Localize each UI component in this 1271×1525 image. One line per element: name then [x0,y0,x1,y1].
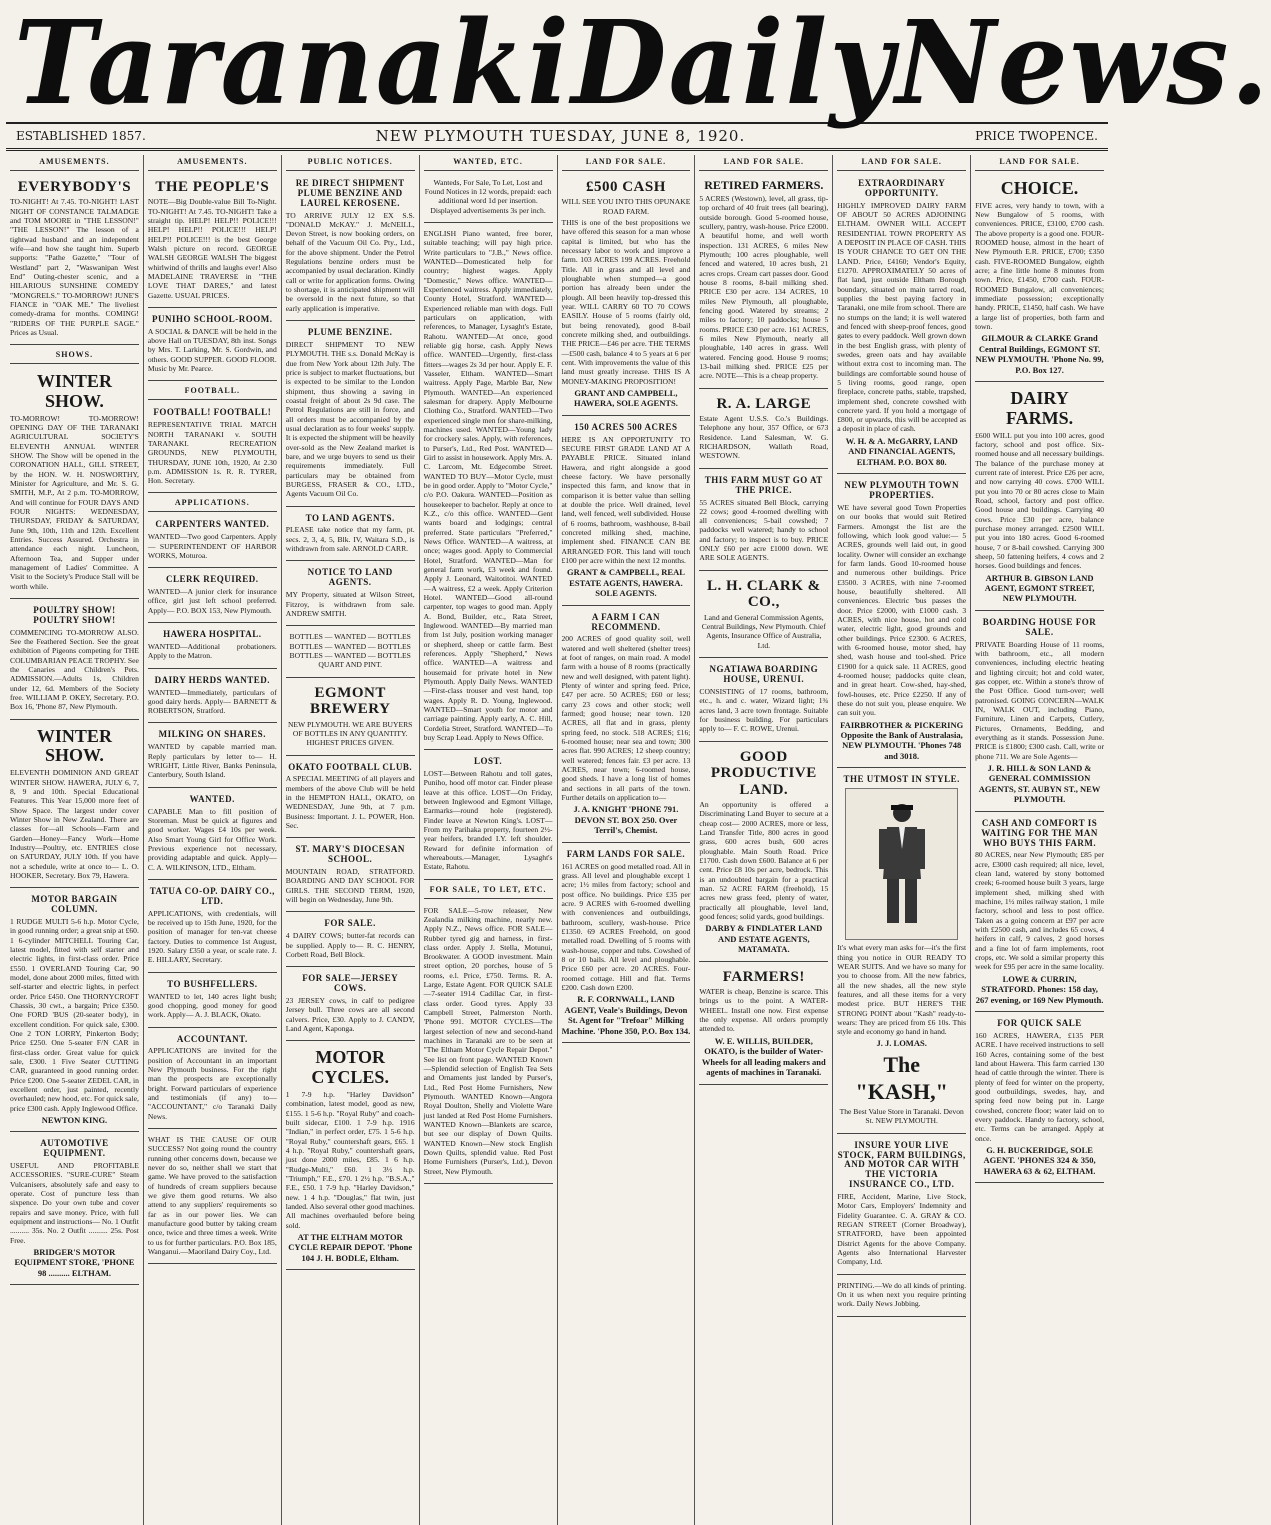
ad-motor-cycles [286,1044,415,1270]
ad-title: CHOICE. [1000,177,1079,198]
ad-signature: W. E. WILLIS, BUILDER, OKATO, is the builder of Water-Wheels for all leading makers and agents of machines in Taranaki. [701,1035,826,1078]
ad-title: FARM LANDS FOR SALE. [566,848,686,859]
masthead-word-daily: Daily [571,0,896,131]
ad-st-marys-school [286,841,415,912]
ad-signature: NEWTON KING. [41,1114,108,1125]
ad-body: WANTED to let, 140 acres light bush; good chopping, good money for good work. Apply— A. J. BLACK, Okato. [147,991,277,1020]
ad-hawera-hospital [148,626,277,669]
column-amusements-applications [144,155,282,1525]
ad-body: WHAT IS THE CAUSE OF OUR SUCCESS? Not going round the country running other concerns down, because we never do so, neither shall we start that game. We have proved to the satisfaction of hundreds of cream suppliers because we give them good returns. We also attend to any suppliers' requirements so far as in our power lies. We can manufacture good butter by taking cream once, twice and three times a week. Write to us for further particulars. P.O. Box 185, Wanganui.—Maoriland Dairy Coy., Ltd. [147,1135,277,1256]
ad-title: DAIRY FARMS. [1005,388,1074,428]
ad-title: WANTED. [189,793,235,804]
ad-poultry-show [10,602,139,720]
ad-title: THE PEOPLE'S [155,178,270,195]
ad-body: It's what every man asks for—it's the first thing you notice in OUR READY TO WEAR SUITS. And we have so many for you to choose from. All the new fabrics, all the new shades, all the new style features, and all these items for a very modest price. BUT HERE'S THE STRONG POINT about "Kash" ready-to-wears: They are priced from £6 10s. This style and economy go hand in hand. [837,943,967,1037]
ad-title: A FARM I CAN RECOMMEND. [591,611,661,632]
ad-body: THIS is one of the best propositions we have offered this season for a man whose capital is limited, but who has the necessary labor to work and improve a farm. 103 ACRES 199 ACRES. Freehold Title. All in grass and all level and ploughable when stumped—a good portion has already been under the plough. All been heavily top-dressed this year. WILL CARRY 60 TO 70 COWS EASILY. House of 5 rooms (fairly old, but being renovated), good 8-bail concrete milking shed, and outbuildings. THE PRICE—£46 per acre. THE TERMS—£500 cash, balance 4 to 5 years at 6 per cent. With improvements the value of this land must greatly increase. THIS IS A MONEY-MAKING PROPOSITION! [561,217,691,386]
ad-winter-show-hawera [10,723,139,889]
ad-clerk-required [148,571,277,623]
ad-body: 161 ACRES on good metalled road. All in grass. All level and ploughable except 1 acre; 1½ miles from factory; school and post office. No buildings. Price £35 per acre. 9 ACRES with 6-roomed dwelling with conveniences and outbuildings, bathroom, scullery, wash-house. Price £1350. 69 ACRES Freehold, on good metalled road. Dwelling of 5 rooms with wash-house, copper and tubs. Cowshed of 8 or 10 bails. All level and ploughable. Price £60 per acre. 20 ACRES. Four-roomed cottage. Hill and flat. Terms £200. Cash down £200. [561,861,691,992]
ad-extraordinary-opportunity [837,175,966,474]
column-heading: AMUSEMENTS. [10,155,139,171]
ad-victoria-insurance [837,1137,966,1275]
ad-farmers-water-wheel [699,965,828,1085]
ad-body: LOST—Between Rahotu and toll gates, Puniho, hood off motor car. Finder please leave at this office. LOST—On Friday, between Inglewood and Egmont Village, Earmarks—round hole (registered). Finder leave at Newton King's. LOST—From my Parihaka property, fourteen 2½-year heifers, branded I.Y. left shoulder. Reward for definite information of whereabouts.—Manager, Lysaght's Estate, Rahotu. [423,769,553,872]
ad-title: TATUA CO-OP. DAIRY CO., LTD. [149,885,275,906]
ad-the-peoples [148,175,277,308]
ad-title: RE DIRECT SHIPMENT PLUME BENZINE AND LAUREL KEROSENE. [295,177,405,208]
ad-body: USEFUL AND PROFITABLE ACCESSORIES. "SURE-CURE" Steam Vulcanisers, absolutely safe and easy to operate. Cost of puncture less than sixpence. Do your own tube and cover repairs and save money. Price, with full equipment and instructions— No. 1 Outfit .......... 35s. No. 2 Outfit .......... 25s. Post Free. [10,1161,139,1245]
masthead-word-taranaki: Taranaki [14,0,572,131]
columns [6,155,1108,1525]
ad-dairy-herds-wanted [148,672,277,724]
ad-retired-farmers [699,175,828,389]
ad-jersey-cows [286,970,415,1041]
ad-body: 1 7-9 h.p. "Harley Davidson" combination, latest model, good as new, £155. 1 5-6 h.p. "Royal Ruby" and coach-built sidecar, £100. 1 7-9 h.p. 1916 "Indian," in perfect order, £75. 1 5-6 h.p. "Royal Ruby," countershaft gears, £65. 1 4 h.p. "Royal Ruby," countershaft gears, just done 2000 miles, £85. 1 6 h.p. "Rudge-Multi," £60. 1 3½ h.p. "Triumph," F.E., £70. 1 2½ h.p. "B.S.A.," F.E., £50. 1 7-9 h.p. "Harley Davidson," new. 1 4 h.p. "Douglas," flat twin, just landed. Also several other good machines. All machines overhauled before being sold. [285,1090,415,1230]
ad-title: CARPENTERS WANTED. [155,519,270,530]
ad-body: CONSISTING of 17 rooms, bathroom, etc., h. and c. water, Wizard light; 1¾ acres land, 3 acre town frontage. Suitable for business building. For particulars apply to— F. C. ROWE, Urenui. [699,686,829,734]
ad-title: ACCOUNTANT. [176,1033,248,1044]
ad-puniho-school-room [148,311,277,382]
ad-body: COMMENCING TO-MORROW ALSO. See the Feathered Section. See the great exhibition of Pigeons competing for THE COLUMBARIAN PEACE TROPHY. See the Canaries and Children's Pets. ADMISSION.—Adults 1s, Children under 12, 6d. Members of the Society free. WILLIAM P. OKEY, Secretary. P.O. Box 16, 'Phone 87, New Plymouth. [10,627,139,712]
ad-body: WANTED—A junior clerk for insurance office, girl just left school preferred. Apply— P.O. BOX 153, New Plymouth. [147,587,277,615]
ad-body: Wanteds, For Sale, To Let, Lost and Found Notices in 12 words, prepaid: each additional word 1d per insertion. Displayed advertisements 3s per inch. [424,177,552,215]
ad-title: TO LAND AGENTS. [305,512,395,523]
ad-body: PLEASE take notice that my farm, pt. secs. 2, 3, 4, 5, Blk. IV, Waitara S.D., is withdrawn from sale. ARNOLD CARR. [285,525,415,554]
ad-carpenters-wanted [148,516,277,568]
ad-title: OKATO FOOTBALL CLUB. [288,761,413,772]
ad-first-grade-land [562,419,691,606]
ad-body: REPRESENTATIVE TRIAL MATCH NORTH TARANAKI v. SOUTH TARANAKI. RECREATION GROUNDS, NEW PLYMOUTH, THURSDAY, JUNE 10th, 1920, At 2.30 p.m. ADMISSION 1s. R. R. TYRER, Hon. Secretary. [147,420,277,486]
ad-for-sale-list [424,903,553,1185]
column-heading: LAND FOR SALE. [699,155,828,171]
ad-title: FOR SALE. [324,918,376,929]
column-heading: WANTED, ETC. [424,155,553,171]
ad-signature: J. A. KNIGHT 'PHONE 791. DEVON ST. BOX 250. Over Terril's, Chemist. [573,804,679,836]
column-wanted [420,155,558,1525]
ad-title: WINTER SHOW. [36,725,112,766]
kash-store-name: The "KASH," [855,1051,948,1104]
ad-egmont-brewery [286,681,415,756]
ad-town-properties [837,477,966,768]
ad-signature: AT THE ELTHAM MOTOR CYCLE REPAIR DEPOT. 'Phone 104 J. H. BODLE, Eltham. [288,1231,413,1263]
ad-title: NOTICE TO LAND AGENTS. [307,567,393,588]
ad-body: WANTED by capable married man. Reply particulars by letter to— H. WRIGHT, Little River, Banks Peninsula, Canterbury, South Island. [147,742,277,780]
ad-body: APPLICATIONS are invited for the position of Accountant in an important New Plymouth business. For the right man the prospects are exceptionally bright. Forward particulars of experience and testimonials (if any) to— "ACCOUNTANT," c/o Taranaki Daily News. [147,1046,277,1121]
ad-body: 55 ACRES situated Bell Block, carrying 22 cows; good 4-roomed dwelling with all conveniences; 5-bail cowshed; 7 paddocks well watered; handy to school and factory; to inspect is to buy. PRICE ONLY £60 per acre £1000 down. WE ARE SOLE AGENTS. [699,497,829,563]
column-heading: AMUSEMENTS. [148,155,277,171]
ad-milking-on-shares [148,726,277,787]
ad-body: Land and General Commission Agents, Central Buildings, New Plymouth. Chief Agents, Insurance Office of Australia, Ltd. [701,612,826,650]
ad-for-quick-sale [975,1015,1104,1183]
ad-signature: LOWE & CURRIN, STRATFORD. Phones: 158 day, 267 evening, or 169 New Plymouth. [975,973,1104,1005]
ad-body: NEW PLYMOUTH. WE ARE BUYERS OF BOTTLES IN ANY QUANTITY. HIGHEST PRICES GIVEN. [287,719,413,748]
ad-body: 1 RUDGE MULTI 5-6 h.p. Motor Cycle, in good running order; a great snip at £60. 1 6-cylinder MITCHELL Touring Car, latest model, fitted with self starter and electric lights, in first-class order. Price £550. 1 OVERLAND Touring Car, 90 model, done about 2000 miles, fitted with self-starter and electric lights, in perfect order. Price £450. One THORNYCROFT Chassis, 30 cwt., a bargain; Price £350. One FORD 'BUS (20-seater body), in excellent condition. For quick sale, £300. One 2 TON LORRY, Pinkerton Body; Price £250. One 5-seater F/N CAR in first-class order. Great value for quick sale, £300. 1 Five Seater CUTTING CAR, guaranteed in good running order. Price £200. One 5-seater ZEDEL CAR, in excellent order, just painted, recently overhauled; new hood, etc. For quick sale, price £300 cash. Apply Inglewood Office. [10,916,139,1113]
ad-okato-football [286,759,415,839]
ad-signature: GRANT AND CAMPBELL, HAWERA, SOLE AGENTS. [573,387,678,409]
ad-kash-suits [837,771,966,1133]
ad-title: BOARDING HOUSE FOR SALE. [982,616,1097,637]
ad-plume-benzine [286,324,415,506]
ad-title: AUTOMOTIVE EQUIPMENT. [40,1138,109,1159]
ad-title: HAWERA HOSPITAL. [163,629,262,640]
ad-title: FOR SALE—JERSEY COWS. [302,973,399,994]
column-land-for-sale-3 [833,155,971,1525]
ad-title: THIS FARM MUST GO AT THE PRICE. [704,474,823,495]
masthead [6,0,1271,131]
ad-plume-benzine-shipment [286,175,415,321]
ad-signature: J. J. LOMAS. [876,1038,927,1049]
price-label: PRICE TWOPENCE. [975,129,1098,143]
ad-body: MOUNTAIN ROAD, STRATFORD. BOARDING AND DAY SCHOOL FOR GIRLS. THE SECOND TERM, 1920, will begin on Wednesday, June 9th. [285,867,415,905]
ad-title: TO BUSHFELLERS. [167,978,258,989]
ad-body: 23 JERSEY cows, in calf to pedigree Jersey bull. Three cows are all second calvers. Price, £30. Apply to J. CANDY, Land Agent, Kaponga. [285,996,415,1034]
place-date: NEW PLYMOUTH TUESDAY, JUNE 8, 1920. [375,127,746,145]
ad-body: 4 DAIRY COWS; butter-fat records can be supplied. Apply to— R. C. HENRY, Corbett Road, Bell Block. [285,931,415,960]
ad-farm-lands-for-sale [562,846,691,1043]
ad-title: GOOD PRODUCTIVE LAND. [710,748,817,798]
ad-body: 200 ACRES of good quality soil, well watered and well sheltered (shelter trees) at foot of ranges, on main road. A model farm with a house of 8 rooms (practically new and well designed, with patent light). Plenty of winter and spring feed. Price, £47 per acre. 50 ACRES; £60 or less; carry 23 cows and other stock; well farmed; good house; near town. 120 ACRES, all flat and in grass, plenty spring feed, no stock. 518 ACRES; £16; 6-roomed house; near sea and town; 300 acres flat. 990 ACRES; 12 sheep country; well watered; fences fair. £3 per acre. 13 ACRES, near town; 6-roomed house, good sheds. I have a long list of homes and sections in all parts of the town. Further details on application to— [561,634,691,802]
ad-wanted-storeman [148,791,277,880]
ad-body: TO-NIGHT! At 7.45. TO-NIGHT! LAST NIGHT OF CONSTANCE TALMADGE and TOM MOORE in "THE LESSON!" "THE LESSON!" The lesson of a tightwad husband and an independent wife—and how she taught him. Superb supports: "Pathe Gazette," "Tour of Westland" part 2, "Waswanipan West End" Outing-chester scenic, and a HILARIOUS SUNSHINE COMEDY "MONGRELS." TO-MORROW! JUNE'S FIANCE in "OAK ME." The liveliest comedy-drama for months. COMING! "RIDERS OF THE PURPLE SAGE." Prices as Usual. [10,197,139,337]
ad-body: WANTED—Two good Carpenters. Apply— SUPERINTENDENT OF HARBOR WORKS, Moturoa. [147,532,277,560]
ad-signature: GILMOUR & CLARKE Grand Central Buildings, EGMONT ST. NEW PLYMOUTH. 'Phone No. 99, P.O. Box 127. [975,333,1104,375]
ad-title: £500 CASH [585,178,666,195]
ad-r-a-large [699,392,828,469]
ad-title: 150 ACRES 500 ACRES [574,421,678,432]
ad-body: FOR SALE—5-row releaser, New Zealandia milking machine, nearly new. Apply N.Z., News office. FOR SALE—Rubber tyred gig and harness, in first-class order. Apply J. Stella, Motunui, Brookwater. A GOOD investment. Main street option, 20 porches, house of 5 rooms, e.l. Price, £750. Terms. R. A. Large, Estate Agent. FOR QUICK SALE—7-seater 1914 Cadillac Car, in first-class order. Good tyres. Apply 33 Campbell Street, Palmerston North. 'Phone 991. MOTOR CYCLES—The largest selection of new and second-hand machines in Taranaki are to be seen at "The Eltham Motor Cycle Repair Depot." See list on front page. WANTED Known—Splendid selection of English Tea Sets and Ornaments just landed by Purser's, Ltd., Red Post Home Furnishers, New Plymouth. WANTED Known—Angora Royal Doulton, Shelly and Violette Ware just landed at Red Post Home Furnishers. WANTED Known—Blankets are scarce, but see our display of Down Quilts. WANTED Known—New stock English Down Quilts, splendid value. Red Post Home Furnishers (Purser's, Ltd.), Devon Street, New Plymouth. [423,905,553,1176]
ad-signature: DARBY & FINDLATER LAND AND ESTATE AGENTS, MATAMATA. [705,923,823,955]
ad-body: 5 ACRES (Westown), level, all grass, tip-top orchard of 40 fruit trees (all bearing), outside borough. Good 5-roomed house, scullery, pantry, wash-house. Price £2000. A beautiful home, and well worth inspection. 131 ACRES, 6 miles New Plymouth; 100 acres ploughable, well fenced and watered, 10 acres bush, 21 acres crops. Cream cart passes door. Good house 8 rooms, 8-bail milking shed. PRICE £30 per acre. 134 ACRES, 10 miles New Plymouth, all ploughable, fencing good. Watered by streams; 2 miles to factory; 10 paddocks; house 5 rooms. PRICE £30 per acre. 161 ACRES, 6 miles New Plymouth, nearly all ploughable, 140 acres in grass. Well watered. Fencing good. House 9 rooms; 13-bail milking shed. PRICE £25 per acre. NOTE—This is a cheap property. [699,194,829,381]
ad-dairy-farms [975,385,1104,611]
ad-title: MILKING ON SHARES. [158,729,266,740]
ad-ngatiawa-boarding-house [699,661,828,741]
ad-body: APPLICATIONS, with credentials, will be received up to 15th June, 1920, for the position of manager for ten-vat cheese factory. Duties to commence 1st August, 1920. Salary £350 a year, or scale rate. J. E. HILLARY, Secretary. [147,908,277,965]
ad-title: R. A. LARGE [716,395,812,412]
ad-body: TO ARRIVE JULY 12 EX S.S. "DONALD McKAY." J. McNEILL, Devon Street, is now booking orders, on behalf of the Vacuum Oil Co. Pty., Ltd., for the above shipment. Under the Petrol Regulations benzine orders must be accompanied by usual declaration. Kindly call or write for application forms. Owing to shortage, it is anticipated shipment will be oversold in the next future, so that early application is imperative. [285,210,415,313]
column-land-for-sale-4 [971,155,1108,1525]
column-land-for-sale-1 [558,155,696,1525]
ad-signature: R. F. CORNWALL, LAND AGENT, Veale's Buildings, Devon St. Agent for "Trefoar" Milking Machine. 'Phone 350, P.O. Box 134. [561,994,691,1036]
ad-title: L. H. CLARK & CO., [707,577,821,611]
section-heading: FOOTBALL. [148,384,277,400]
ad-title: THE UTMOST IN STYLE. [843,774,960,785]
ad-bottles-wanted [286,629,415,677]
ad-signature: FAIRBROTHER & PICKERING Opposite the Bank of Australasia, NEW PLYMOUTH. 'Phones 748 and 3018. [840,719,964,761]
ad-title: CLERK REQUIRED. [166,574,259,585]
ad-body: Estate Agent U.S.S. Co.'s Buildings. Telephone any hour, 357 Office, or 673 Residence. Land Salesman, W. G. RICHARDSON, Wallath Road, WESTOWN. [699,414,829,461]
ad-l-h-clark [699,574,828,658]
ad-body: HERE IS AN OPPORTUNITY TO SECURE FIRST GRADE LAND AT A PAYABLE PRICE. Situated inland Hawera, and right alongside a good cheese factory. We have personally inspected this farm, and know that in comparison it is better value than selling at double the price. Well drained, level land, well fenced, well subdivided. House of 6 rooms, bathroom, washhouse, 8-bail concreted milking shed, machine, implement shed. FINANCE CAN BE ARRANGED FOR. This land will touch £100 per acre within the next 12 months. [561,434,691,565]
ad-signature: GRANT & CAMPBELL, REAL ESTATE AGENTS, HAWERA. SOLE AGENTS. [566,567,685,599]
ad-title: DAIRY HERDS WANTED. [154,674,271,685]
ad-body: DIRECT SHIPMENT TO NEW PLYMOUTH. THE s.s. Donald McKay is due from New York about 12th July. The price is subject to market fluctuations, but is expected to be similar to the London shipment, thus showing a saving in coastal freight of about 2s 9d case. The Petrol Regulations are still in force, and all orders must be accompanied by the usual declaration as to four weeks' supply. It is expected the shipment will be heavily over-sold as the New Zealand market is bare, and we urge buyers to send us their requirements immediately. Full particulars may be obtained from BURGESS, FRASER & CO., LTD., Agents Vacuum Oil Co. [285,340,415,499]
ad-body: PRINTING.—We do all kinds of printing. On it us when next you require printing work. Daily News Jobbing. [837,1280,967,1309]
ad-boarding-house-for-sale [975,614,1104,812]
ad-title: ST. MARY'S DIOCESAN SCHOOL. [295,844,405,865]
established-label: ESTABLISHED 1857. [16,129,146,143]
column-amusements-shows [6,155,144,1525]
ad-football [148,404,277,493]
ad-subtitle: WILL SEE YOU INTO THIS OPUNAKE ROAD FARM. [561,197,691,216]
ad-notice-to-land-agents [286,564,415,626]
ad-signature: J. R. HILL & SON LAND & GENERAL COMMISSION AGENTS, ST. AUBYN ST., NEW PLYMOUTH. [978,762,1101,805]
ad-title: WINTER SHOW. [36,371,112,411]
section-heading: APPLICATIONS. [148,496,277,512]
ad-winter-show-taranaki [10,368,139,599]
ad-title: CASH AND COMFORT IS WAITING FOR THE MAN WHO BUYS THIS FARM. [981,817,1098,848]
ad-body: CAPABLE Man to fill position of Storeman. Must be quick at figures and good worker. Wages £4 10s per week. Also Smart Young Girl for Office Work. Previous experience not necessary, providing adaptable and quick. Apply— C. A. WILKINSON, LTD., Eltham. [147,806,277,872]
ad-body: PRIVATE Boarding House of 11 rooms, with bathroom, etc., all modern conveniences, including electric heating and lighting circuit; hot and cold water, gas copper, etc. Within a stone's throw of the Post Office. Good turn-over; well patronised. GOING CONCERN—WALK IN, WALK OUT, including Piano, Furniture, Linen and Carpets, Cutlery, Pictures, Ornaments, Bedding, and everything as it stands. Possession June. PRICE is £1800; £300 cash. Call, write or phone 711. We are Sole Agents— [975,639,1104,761]
ad-footer: The Best Value Store in Taranaki. Devon St. NEW PLYMOUTH. [839,1107,964,1126]
ad-automotive-equipment [10,1135,139,1285]
column-land-for-sale-2 [695,155,833,1525]
ad-title: FOR QUICK SALE [997,1018,1082,1029]
ad-title: INSURE YOUR LIVE STOCK, FARM BUILDINGS, AND MOTOR CAR WITH THE VICTORIA INSURANCE CO., LTD. [837,1139,966,1190]
ad-title: FOOTBALL! FOOTBALL! [153,407,272,418]
ad-choice [975,175,1104,382]
ad-title: MOTOR CYCLES. [311,1047,389,1088]
ad-this-farm-must-go [699,472,828,571]
section-heading: FOR SALE, TO LET, ETC. [424,883,553,899]
ad-everybodys [10,175,139,345]
suited-man-illustration [845,788,958,940]
ad-to-bushfellers [148,976,277,1028]
ad-signature: ARTHUR B. GIBSON LAND AGENT, EGMONT STREET, NEW PLYMOUTH. [984,572,1095,604]
ad-title: PUNIHO SCHOOL-ROOM. [152,313,273,324]
ad-title: LOST. [474,756,503,767]
ad-dairy-cows-for-sale [286,915,415,967]
ad-body: ENGLISH Piano wanted, free borer, suitable teaching; will pay high price. Write particulars to "J.B.," News office. WANTED—Domesticated help for country; highest wages. Apply "Domestic," News office. WANTED—Experienced waitress. Apply immediately, County Hotel, Stratford. WANTED—Experienced reliable man with dogs. Full particulars on application, with references, to Manager, Lysaght's Estate, Rahotu. WANTED—At once, good reliable gig horse, cash. Apply News office. WANTED—Urgently, first-class fitters—wages 2s 3d per hour. Apply E. F. Vasseler, Eltham. WANTED—Smart waitress. Apply Page, Marble Bar, New Plymouth. WANTED—An experienced salesman for drapery. Apply Melbourne Clothing Co., Stratford. WANTED—Two experienced single men for share-milking, machines used. WANTED—Young lady for crockery sales. Apply, with references, to Purser's, Ltd., Red Post. WANTED—Girl to assist in housework. Apply Mrs. A. C. Larcom, Mt. Edgecombe Street. WANTED TO BUY—Motor Cycle, must be in good order. Apply to "Motor Cycle," c/o P.O. Oakura. WANTED—Position as housekeeper to bachelor. Reply at once to K.Z., c/o this office. WANTED—Gent wants board and lodgings; central preferred. State particulars "Preferred," News Office. WANTED—A waitress, at once; wages good. Apply to Commercial Hotel, Stratford. WANTED—Man for general farm work, £3 week and found. Apply J. Leonard, Waitotitoi. WANTED—A waitress, £2 a week. Apply Criterion Hotel. WANTED—Good all-round carpenter, top wages to good man. Apply A. Bond, Builder, etc., Rata Street, Inglewood. WANTED—By married man from 1st July, position working manager or shepherd, sheep or cattle farm. Best references. Apply "Shepherd," News office. WANTED—A waitress and housemaid for private hotel in New Plymouth. Apply Daily News. WANTED—First-class trouser and vest hand, top wages. Apply R. D. Young, Inglewood. WANTED—Smart youth for motor and carriage painting. Apply early, A. C. Hill, Cordelia Street, Stratford. WANTED—To buy Scrap Lead. Apply to News Office. [423,229,553,742]
ad-body: 80 ACRES, near New Plymouth; £85 per acre, £3000 cash required; all nice, level, clean land, watered by stony bottomed creek; 6-roomed house built 3 years, large implement shed, milking shed with machine, 1½ miles railway station, 1 mile factory, school and less to post office. Taken as a going concern at £97 per acre with £2500 cash, and includes 65 cows, 4 heifers in calf, 9 calves, 2 good horses and a fine lot of farm implements, root crops, etc. We sold a similar property this week for £95 per acre in the same locality. [975,850,1104,972]
ad-wanted-intro [424,175,553,223]
ad-maoriland-dairy [148,1132,277,1264]
ad-body: WE have several good Town Properties on our books that would suit Retired Farmers. Amongst the list are the following, which look good value:— 5 ACRES, grounds well laid out, in good locality. Owner will consider an exchange for farm lands. Good 10-roomed house and numerous other buildings. Price £3500. 3 ACRES, with nine 7-roomed house, beautifully sheltered. All conveniences. Electric 'bus passes the door. Price £2000, with £1000 cash. 3 ACRES, with nice house, hot and cold water, electric light, good grounds and other buildings. Price £2300. 6 ACRES, with 6-roomed house, motor shed, hay shed, wash house and tool-shed. Price £1900 for a quick sale. 11 ACRES, good 4-roomed house; paddocks quite clean, and in great heart. Cow-shed, hay-shed, fowl-houses, etc. Price £2250. If any of these do not suit you, please enquire. We can suit you. [837,502,967,718]
ad-body: 160 ACRES, HAWERA, £135 PER ACRE. I have received instructions to sell 160 Acres, containing some of the best land about Hawera. This farm carried 130 head of cattle through the winter. There is plenty of feed for winter on the property, good outbuildings, swedes, hay, and spring feed now being put in. Large cowshed, concrete floor; water laid on to every paddock. Handy to factory, school, etc. Terms can be arranged. Apply at once. [975,1030,1104,1143]
ad-title: EVERYBODY'S [17,178,132,195]
ad-body: BOTTLES — WANTED — BOTTLES BOTTLES — WANTED — BOTTLES BOTTLES — WANTED — BOTTLES QUART AND PINT. [289,632,411,670]
ad-cash-and-comfort [975,815,1104,1012]
man-figure-icon [867,799,937,929]
section-heading: SHOWS. [10,348,139,364]
ad-signature: W. H. & A. McGARRY, LAND AND FINANCIAL AGENTS, ELTHAM. P.O. BOX 80. [845,435,958,467]
column-public-notices [282,155,420,1525]
ad-good-productive-land [699,745,828,962]
ad-title: FARMERS! [722,968,805,985]
ad-farm-i-recommend [562,609,691,843]
ad-lost [424,753,553,880]
ad-accountant [148,1031,277,1130]
ad-title: NEW PLYMOUTH TOWN PROPERTIES. [844,480,960,501]
ad-body: FIVE acres, very handy to town, with a New Bungalow of 5 rooms, with conveniences. PRICE, £3100, £700 cash. The above property is a good one. FOUR-ROOMED house, almost in the heart of New Plymouth E.R. PRICE, £700; £350 cash. FIVE-ROOMED Bungalow, eighth acre; a fine little home 8 minutes from town. Price, £1450, £700 cash. FOUR-ROOMED Bungalow, all conveniences; immediate possession; exceptionally handy. PRICE, £1450, half cash. We have a large list of properties, both farm and town. [975,200,1104,331]
ad-motor-bargain [10,891,139,1132]
column-heading: LAND FOR SALE. [562,155,691,171]
ad-body: A SPECIAL MEETING of all players and members of the above Club will be held in the HEMPTON HALL, OKATO, on WEDNESDAY, June 9th, at 7 p.m. Business: Important. J. L. POWER, Hon. Sec. [285,774,415,831]
ad-title: MOTOR BARGAIN COLUMN. [31,894,118,915]
ad-body: ELEVENTH DOMINION AND GREAT WINTER SHOW. HAWERA, JULY 6, 7, 8, 9 and 10th. Special Educational Features. This Year 15,000 more feet of Show Space. The largest under cover Winter Show in New Zealand. There are classes for—all Schools—Farm and Garden—Honey—Fancy Work—Home Industry—Poultry, etc. ENTRIES close on SATURDAY, JULY 10th. If you have not a schedule, write at once to— L. O. HOOKER, Secretary. Box 79, Hawera. [10,768,139,880]
ad-signature: G. H. BUCKERIDGE, SOLE AGENT. 'PHONES 324 & 350, HAWERA 63 & 62, ELTHAM. [983,1144,1096,1176]
ad-body: £600 WILL put you into 100 acres, good factory, school and post office. Six-roomed house and all necessary buildings. The balance of the purchase money at current rate of interest. Price £26 per acre, and now carrying 40 cows. £700 WILL put you into 70 or 80 acres close to Main Road, school, factory and post office. Good house and buildings. Carrying 40 cows. Price £30 per acre, balance purchase money arranged. £2500 WILL put you into 180 acres. Good 6-roomed house, 7 or 8-bail cowshed. Carrying 300 sheep, 50 fattening heifers, 4 cows and 2 horses. Good buildings and fences. [975,430,1104,571]
column-heading: PUBLIC NOTICES. [286,155,415,171]
ad-body: HIGHLY IMPROVED DAIRY FARM OF ABOUT 50 ACRES ADJOINING ELTHAM. OWNER WILL ACCEPT RESIDENTIAL TOWN PROPERTY AS A DEPOSIT IN PLACE OF CASH. THIS IS YOUR CHANCE TO GET ON THE LAND. Price, £4160; Vendor's Equity, £1270. APPROXIMATELY 50 acres of flat land, just outside Eltham Borough boundary, situated on main tarred road, supplies the best paying factory in Taranaki, one mile from school. There are no stumps on the land; it is well watered and fenced with sheep-proof fences, good gates to every paddock. Well grown down in the best English grass, with plenty of swedes, green oats and hay available without extra cost to incoming man. The buildings are comfortable sound house of 5 living rooms, good range, open fireplace, concrete paths, stable, trapshed, implement shed, concrete cowshed with concrete yard. If you hold a mortgage of £800, or upwards, this will be accepted as a deposit in place of cash. [837,200,967,434]
ad-title: RETIRED FARMERS. [704,177,824,192]
ad-signature: BRIDGER'S MOTOR EQUIPMENT STORE, 'PHONE 98 .......... ELTHAM. [14,1247,135,1278]
ad-body: FIRE, Accident, Marine, Live Stock, Motor Cars, Employers' Indemnity and Fidelity Guarantee. C. A. GRAY & CO. REGAN STREET (Corner Broadway), STRATFORD, have been appointed District Agents for the above Company. Agents also International Harvester Company, Ltd. [837,1192,967,1267]
ad-body: An opportunity is offered a Discriminating Land Buyer to secure at a cheap cost— 2000 ACRES, more or less, Land Transfer Title, 800 acres in good grass, 600 acres bush, 600 acres ploughable. Main South Road. Price £1700. Cash down £600. Balance at 6 per cent. Price £8 10s per acre, bedrock. This is an undoubted bargain for a practical man. 52 ACRE FARM (freehold), 15 acres new grass feed, plenty of water, practically all ploughable, level land, good fences; solid yards, good buildings. [699,800,829,921]
column-heading: LAND FOR SALE. [975,155,1104,171]
ad-tatua-dairy [148,883,277,973]
ad-title: PLUME BENZINE. [307,327,393,338]
ad-title: EGMONT BREWERY [309,684,391,718]
ad-printing [837,1278,966,1317]
ad-title: POULTRY SHOW! POULTRY SHOW! [33,604,116,625]
masthead-word-news: News. [895,0,1271,131]
ad-title: EXTRAORDINARY OPPORTUNITY. [858,177,946,198]
ad-body: A SOCIAL & DANCE will be held in the above Hall on TUESDAY, 8th inst. Songs by Mrs. T. Larking, Mr. S. Gordwin, and others. GOOD SUPPER. GOOD FLOOR. Music by Mr. Pearce. [147,326,277,374]
ad-body: WANTED—Immediately, particulars of good dairy herds. Apply— BARNETT & ROBERTSON, Stratford. [147,687,277,716]
ad-body: WATER is cheap, Benzine is scarce. This brings us to the point. A WATER-WHEEL. Install one now. First expense the only expense. All orders promptly attended to. [699,987,829,1034]
ad-opunake-road-farm [562,175,691,416]
ad-to-land-agents [286,510,415,562]
ad-body: NOTE—Big Double-value Bill To-Night. TO-NIGHT! At 7.45. TO-NIGHT! Take a straight tip. HELP! HELP!! POLICE!!! HELP! HELP!! POLICE!!! HELP! HELP!! POLICE!!! is the best George Walsh picture on record. GEORGE WALSH GEORGE WALSH The biggest whirlwind of thrills and laughs ever! Also MADELAINE TRAVERSE in "THE LOVE THAT DARES," and latest Gazette. USUAL PRICES. [147,197,277,300]
column-heading: LAND FOR SALE. [837,155,966,171]
ad-body: MY Property, situated at Wilson Street, Fitzroy, is withdrawn from sale. ANDREW SMITH. [285,590,415,618]
ad-body: TO-MORROW! TO-MORROW! OPENING DAY OF THE TARANAKI AGRICULTURAL SOCIETY'S ELEVENTH ANNUAL WINTER SHOW. The Show will be opened in the CORONATION HALL, GILL STREET, by the HON. W. H. NOSWORTHY, Minister for Agriculture, and Mr. S. G. SMITH, M.P., At 2 p.m. TO-MORROW, And will continue for FOUR DAYS AND FOUR NIGHTS: WEDNESDAY, THURSDAY, FRIDAY & SATURDAY, June 9th, 10th, 11th and 12th. Excellent Entries. Success Assured. Orchestra in attendance each night. Luncheon, Afternoon Tea, and Supper under management of Ladies' Committee. A Visit to the Society's Produce Stall will be worth while. [10,413,139,591]
ad-wanted-list [424,226,553,750]
ad-body: WANTED—Additional probationers. Apply to the Matron. [147,641,277,661]
ad-title: NGATIAWA BOARDING HOUSE, URENUI. [709,664,819,684]
